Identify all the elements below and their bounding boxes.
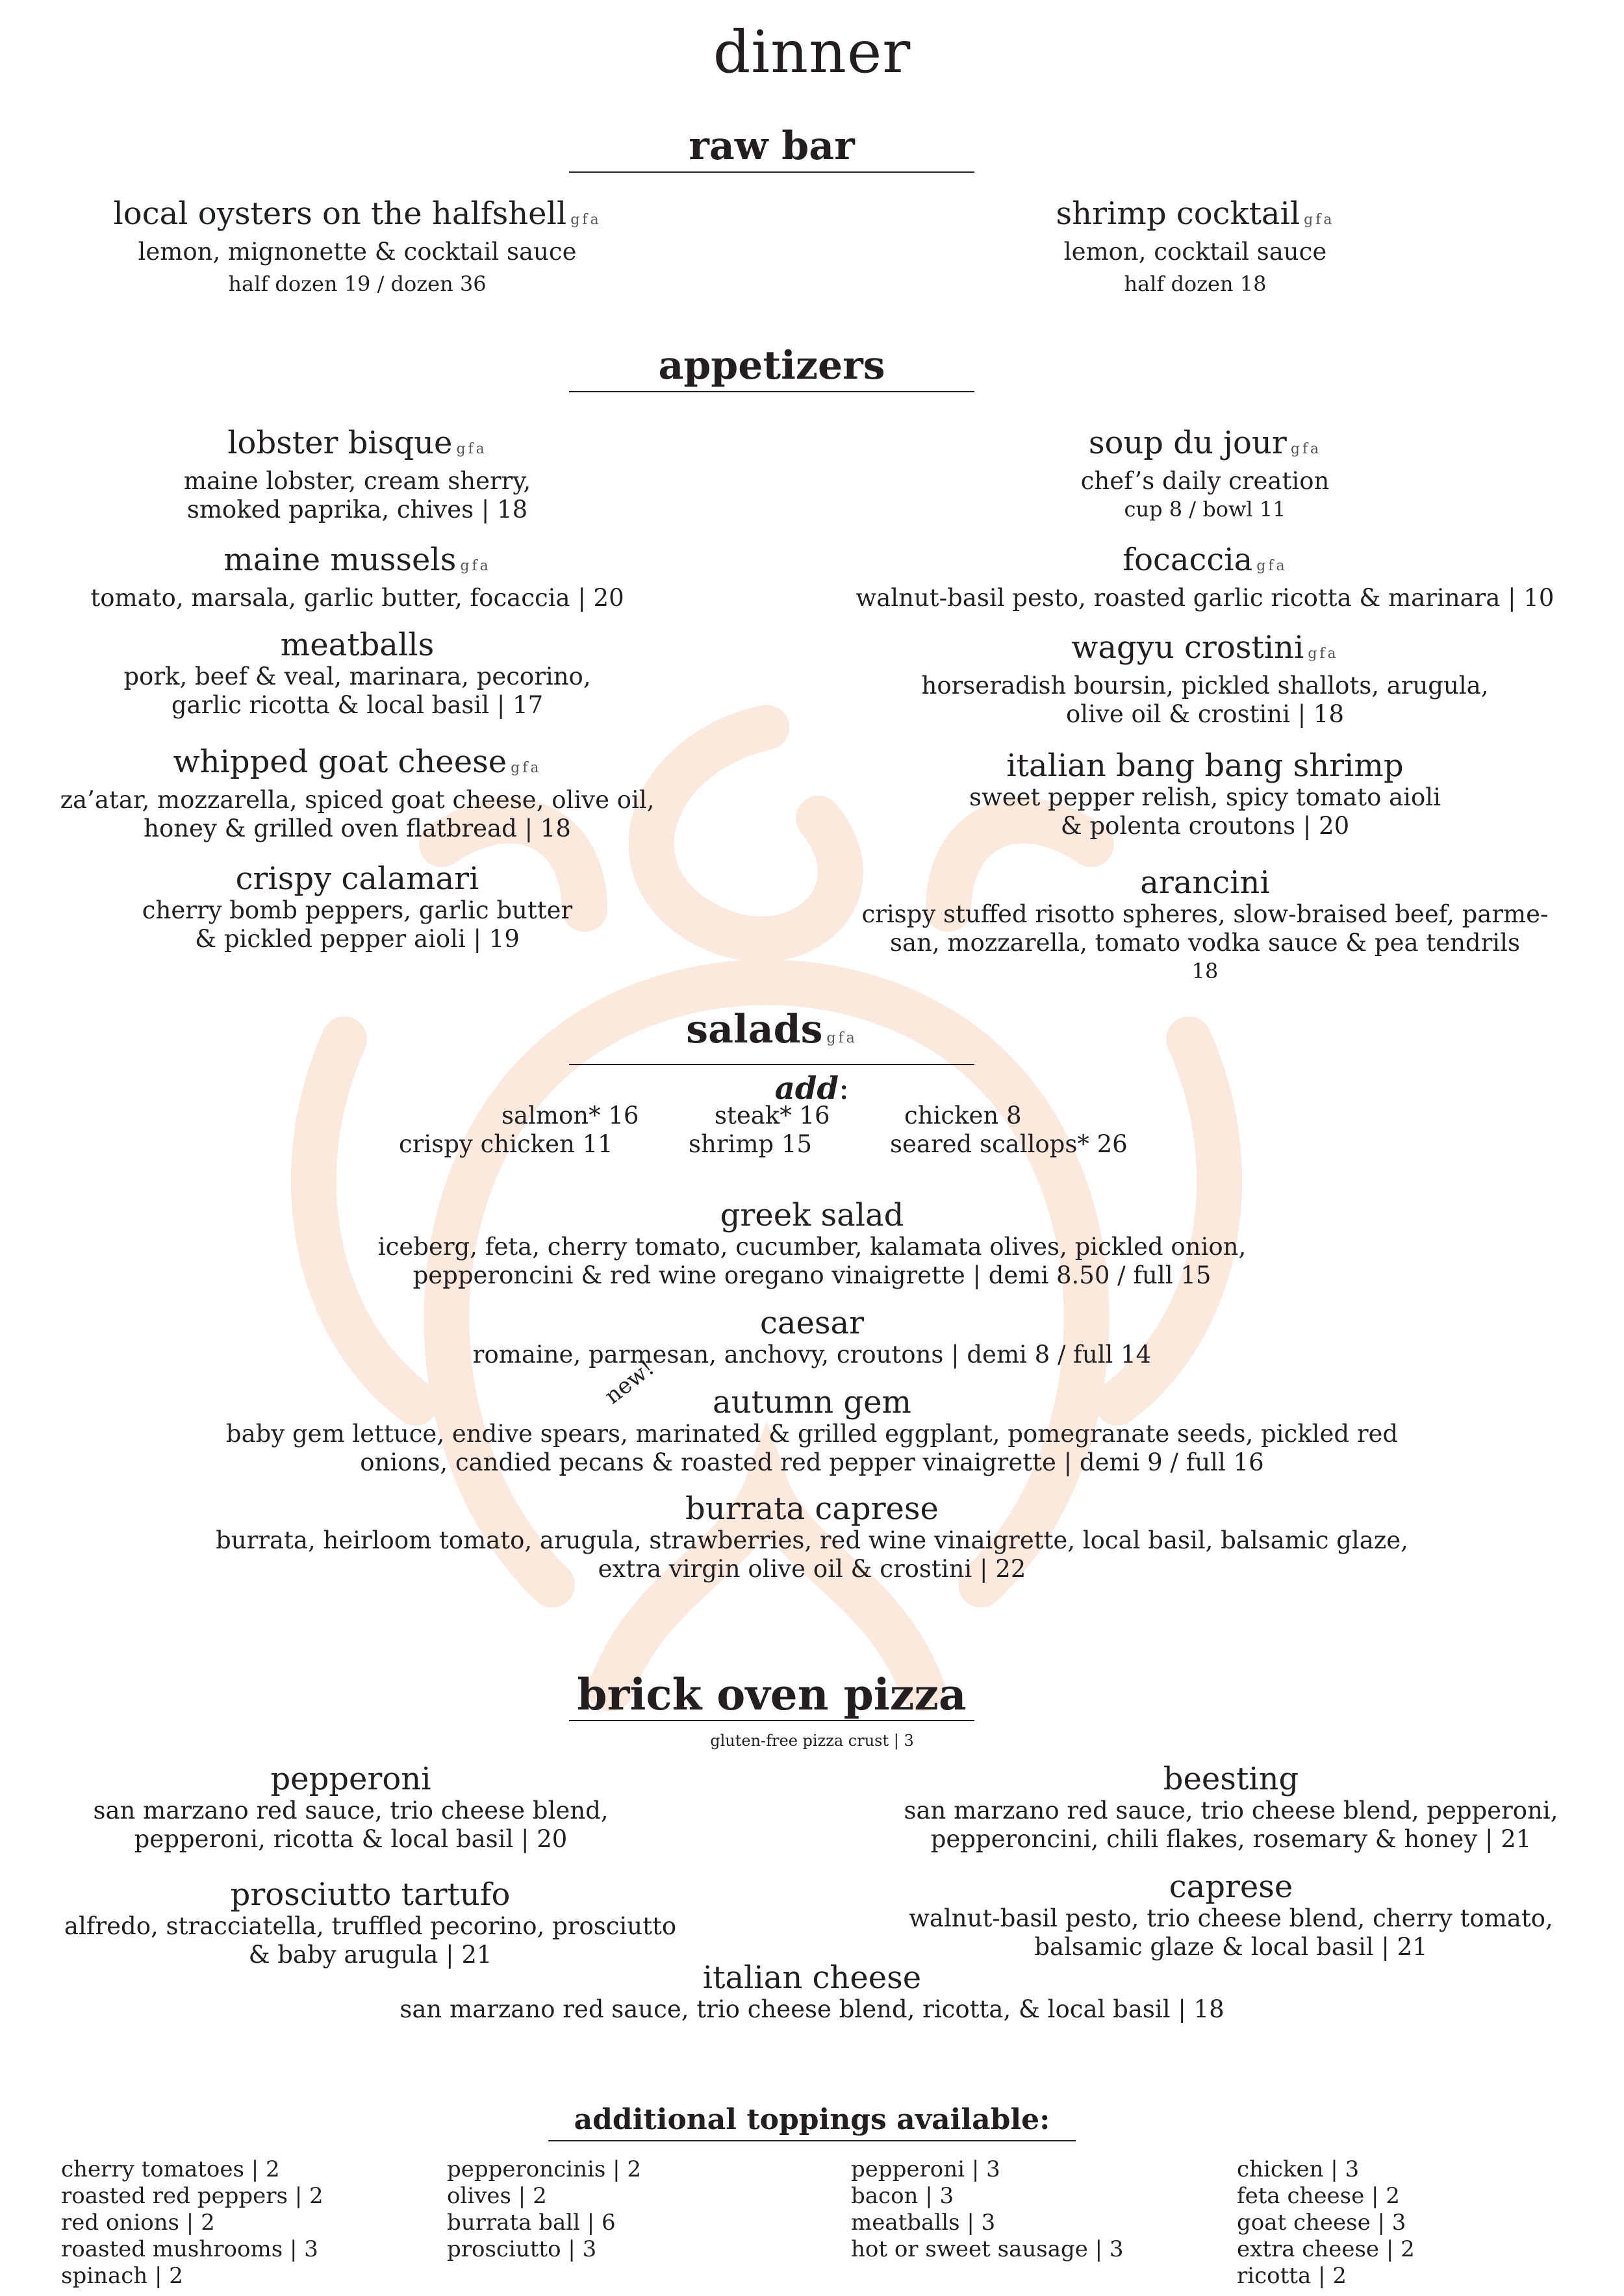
item-name: caprese (1169, 1869, 1293, 1905)
item-name: meatballs (280, 627, 435, 663)
topping-item: spinach | 2 (61, 2263, 183, 2289)
item-description: romaine, parmesan, anchovy, croutons | demi 8 / full 14 (472, 1341, 1152, 1369)
item-description: san marzano red sauce, trio cheese blend, (93, 1797, 609, 1824)
item-description: balsamic glaze & local basil | 21 (1034, 1933, 1428, 1961)
topping-item: ricotta | 2 (1237, 2263, 1347, 2289)
heading-rule (569, 1720, 974, 1721)
item-name: crispy calamari (235, 861, 479, 897)
topping-item: bacon | 3 (851, 2183, 954, 2209)
toppings-column (851, 2156, 1124, 2263)
topping-item: pepperoni | 3 (851, 2156, 1000, 2182)
heading-rule (569, 1064, 974, 1065)
topping-item: extra cheese | 2 (1237, 2236, 1415, 2262)
topping-item: goat cheese | 3 (1237, 2210, 1406, 2236)
item-name: italian cheese (702, 1960, 922, 1996)
add-option: crispy chicken 11 (399, 1130, 613, 1158)
item-name: focaccia (1123, 542, 1253, 578)
gfa-tag: gfa (570, 212, 602, 228)
topping-item: feta cheese | 2 (1237, 2183, 1400, 2209)
item-description: pepperoncini, chili flakes, rosemary & honey | 21 (930, 1825, 1532, 1853)
topping-item: hot or sweet sausage | 3 (851, 2236, 1124, 2262)
add-option: chicken 8 (904, 1102, 1022, 1129)
topping-item: roasted red peppers | 2 (61, 2183, 324, 2209)
item-price: half dozen 18 (1124, 271, 1267, 296)
item-name: greek salad (720, 1197, 904, 1233)
item-name: soup du jour (1088, 425, 1287, 461)
item-description: maine lobster, cream sherry, (183, 467, 531, 495)
gfa-tag: gfa (1290, 441, 1322, 457)
menu-item (0, 1491, 1624, 1583)
item-description: san marzano red sauce, trio cheese blend, pepperoni, (904, 1797, 1558, 1824)
item-description: pepperoni, ricotta & local basil | 20 (134, 1825, 568, 1853)
item-description: pork, beef & veal, marinara, pecorino, (123, 662, 591, 690)
item-description: san marzano red sauce, trio cheese blend, ricotta, & local basil | 18 (400, 1995, 1224, 2023)
menu-item (0, 1198, 1624, 1290)
item-description: chef’s daily creation (1080, 467, 1330, 495)
gfa-tag: gfa (826, 1030, 857, 1046)
menu-item (818, 748, 1592, 840)
item-description: cherry bomb peppers, garlic butter (142, 896, 573, 924)
item-price: cup 8 / bowl 11 (1124, 497, 1286, 522)
section-raw-bar (569, 123, 974, 173)
topping-item: olives | 2 (447, 2183, 547, 2209)
item-name: beesting (1163, 1761, 1299, 1797)
item-description: walnut-basil pesto, trio cheese blend, cherry tomato, (909, 1904, 1553, 1932)
item-description: garlic ricotta & local basil | 17 (171, 691, 544, 719)
topping-item: red onions | 2 (61, 2210, 215, 2236)
item-name: burrata caprese (685, 1491, 939, 1527)
topping-item: burrata ball | 6 (447, 2210, 616, 2236)
item-description: onions, candied pecans & roasted red pepper vinaigrette | demi 9 / full 16 (360, 1448, 1264, 1476)
add-label: add (774, 1070, 839, 1107)
section-appetizers (569, 343, 974, 392)
pizza-note: gluten-free pizza crust | 3 (710, 1732, 914, 1750)
gfa-tag: gfa (460, 558, 491, 574)
item-description: lemon, mignonette & cocktail sauce (138, 238, 577, 266)
topping-item: pepperoncinis | 2 (447, 2156, 641, 2182)
section-heading: brick oven pizza (577, 1669, 967, 1720)
menu-item (0, 1385, 1624, 1477)
item-description: horseradish boursin, pickled shallots, arugula, (921, 672, 1489, 700)
add-option: shrimp 15 (689, 1130, 812, 1158)
section-heading: appetizers (658, 343, 885, 388)
gfa-tag: gfa (1256, 558, 1288, 574)
menu-item (32, 627, 682, 720)
topping-item: chicken | 3 (1237, 2156, 1360, 2182)
menu-item (32, 425, 682, 524)
toppings-column (1237, 2156, 1415, 2290)
topping-item: roasted mushrooms | 3 (61, 2236, 318, 2262)
add-colon: : (839, 1070, 850, 1107)
heading-rule (569, 391, 974, 392)
item-description: & polenta croutons | 20 (1060, 812, 1350, 840)
toppings-column (447, 2156, 641, 2263)
item-description: pepperoncini & red wine oregano vinaigrette | demi 8.50 / full 15 (412, 1261, 1212, 1289)
item-description: olive oil & crostini | 18 (1065, 700, 1344, 728)
item-name: local oysters on the halfshell (113, 196, 567, 232)
item-name: wagyu crostini (1071, 629, 1304, 666)
item-name: caesar (759, 1305, 865, 1341)
item-name: italian bang bang shrimp (1006, 748, 1404, 784)
menu-item (916, 196, 1475, 297)
toppings-column (61, 2156, 324, 2290)
menu-item (32, 861, 682, 953)
add-option: salmon* 16 (501, 1102, 639, 1129)
toppings-section (0, 2103, 1624, 2141)
item-description: extra virgin olive oil & crostini | 22 (598, 1555, 1026, 1583)
item-description: & baby arugula | 21 (248, 1941, 492, 1969)
item-description: sweet pepper relish, spicy tomato aioli (969, 783, 1441, 811)
menu-item (0, 1306, 1624, 1369)
menu-item (26, 1877, 715, 1969)
item-price: half dozen 19 / dozen 36 (228, 271, 487, 296)
item-description: za’atar, mozzarella, spiced goat cheese, olive oil, (60, 786, 655, 814)
menu-item (864, 1869, 1598, 1962)
section-pizza (569, 1669, 974, 1721)
new-badge: new! (600, 1355, 659, 1409)
menu-title: dinner (713, 18, 911, 86)
gfa-tag: gfa (511, 760, 542, 776)
item-name: arancini (1140, 864, 1270, 901)
menu-item (818, 630, 1592, 729)
item-description: tomato, marsala, garlic butter, focaccia | 20 (90, 584, 624, 612)
item-name: autumn gem (712, 1384, 912, 1420)
section-heading: salads (686, 1007, 823, 1052)
topping-item: cherry tomatoes | 2 (61, 2156, 280, 2182)
menu-item (818, 425, 1592, 523)
item-description: walnut-basil pesto, roasted garlic ricotta & marinara | 10 (856, 584, 1554, 612)
menu-item (32, 744, 682, 843)
add-option: seared scallops* 26 (890, 1130, 1128, 1158)
item-description: & pickled pepper aioli | 19 (195, 925, 520, 953)
menu-item (864, 1761, 1598, 1854)
item-name: lobster bisque (227, 425, 453, 461)
menu-item (818, 865, 1592, 985)
gfa-tag: gfa (1308, 646, 1339, 662)
item-name: prosciutto tartufo (230, 1876, 511, 1913)
menu-item (26, 1761, 676, 1854)
menu-item (32, 542, 682, 612)
item-name: pepperoni (270, 1761, 431, 1797)
topping-item: prosciutto | 3 (447, 2236, 597, 2262)
section-heading: raw bar (689, 123, 855, 169)
add-option: steak* 16 (715, 1102, 830, 1129)
item-description: burrata, heirloom tomato, arugula, strawberries, red wine vinaigrette, local basil, balsamic glaze, (216, 1526, 1408, 1554)
gfa-tag: gfa (456, 441, 487, 457)
menu-item (818, 542, 1592, 612)
item-name: whipped goat cheese (173, 744, 507, 780)
topping-item: meatballs | 3 (851, 2210, 996, 2236)
gfa-tag: gfa (1304, 212, 1335, 228)
item-description: san, mozzarella, tomato vodka sauce & pea tendrils (890, 929, 1520, 957)
toppings-heading: additional toppings available: (548, 2103, 1076, 2141)
item-name: shrimp cocktail (1056, 196, 1300, 232)
item-description: baby gem lettuce, endive spears, marinated & grilled eggplant, pomegranate seeds, pickled red (225, 1420, 1399, 1448)
item-name: maine mussels (223, 542, 457, 578)
menu-item (0, 1960, 1624, 2024)
item-description: lemon, cocktail sauce (1063, 238, 1327, 266)
item-description: iceberg, feta, cherry tomato, cucumber, kalamata olives, pickled onion, (377, 1233, 1247, 1261)
item-description: alfredo, stracciatella, truffled pecorino, prosciutto (64, 1912, 677, 1940)
item-description: crispy stuffed risotto spheres, slow-braised beef, parme- (861, 900, 1549, 928)
section-salads (569, 1007, 974, 1065)
item-description: honey & grilled oven flatbread | 18 (144, 814, 571, 842)
heading-rule (569, 171, 974, 173)
menu-item (65, 196, 650, 297)
item-description: smoked paprika, chives | 18 (186, 496, 528, 524)
item-price: 18 (1191, 959, 1219, 983)
